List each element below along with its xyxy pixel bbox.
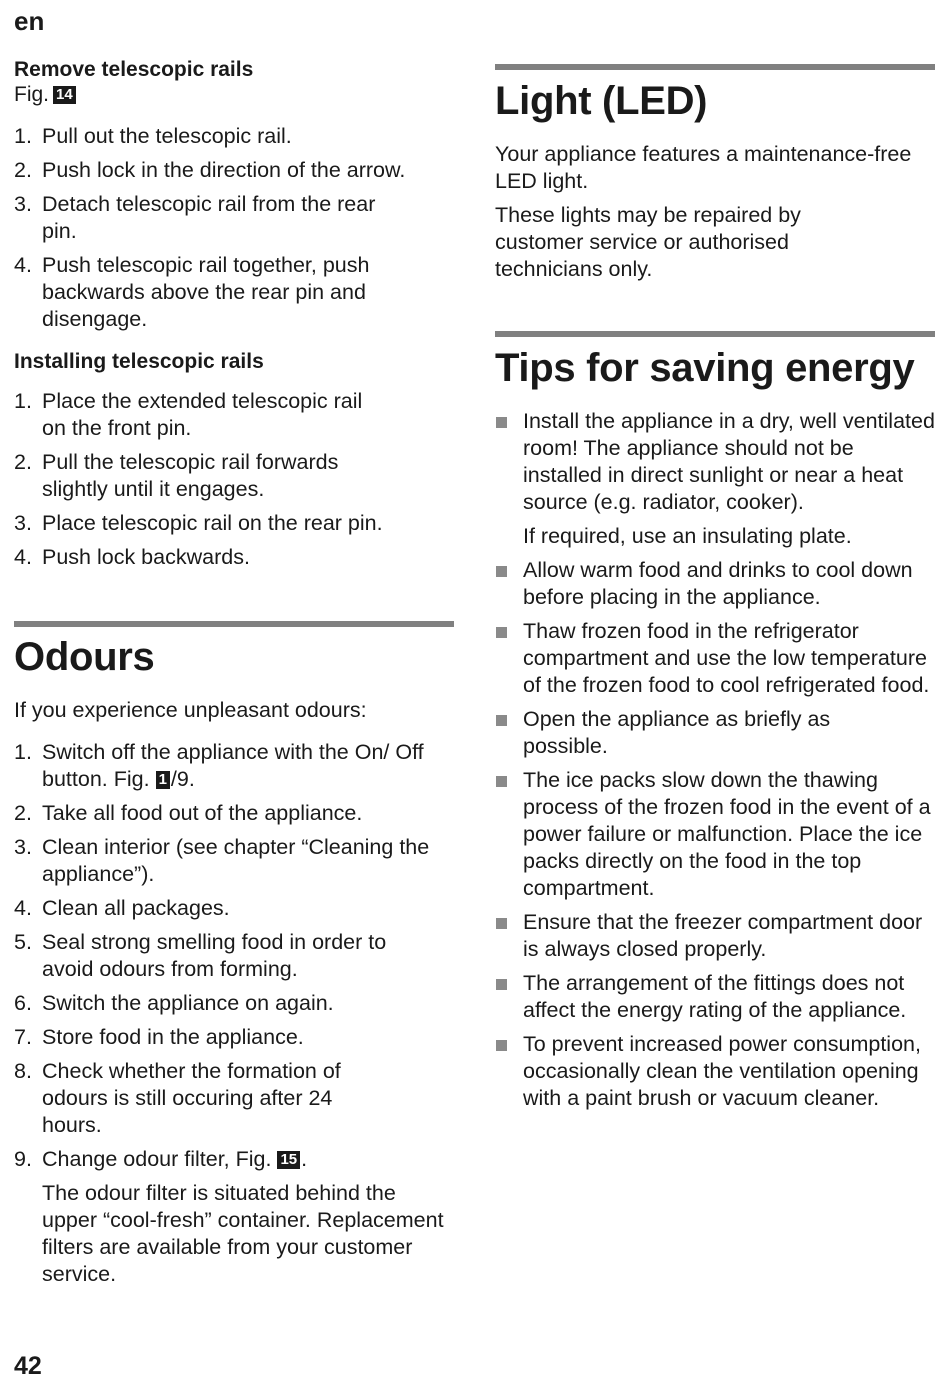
list-item	[14, 252, 454, 333]
list-item	[495, 618, 935, 699]
step-number: 2.	[14, 801, 32, 825]
section-divider	[14, 621, 454, 627]
list-item	[495, 970, 935, 1024]
tip-text: Allow warm food and drinks to cool down before placing in the appliance.	[523, 558, 913, 609]
step-text: Clean interior (see chapter “Cleaning the appliance”).	[42, 835, 430, 886]
odours-intro: If you experience unpleasant odours:	[14, 698, 367, 722]
step-text: Store food in the appliance.	[42, 1025, 304, 1049]
list-item	[495, 706, 935, 760]
list-item	[14, 800, 454, 827]
step-number: 4.	[14, 545, 32, 569]
step-number: 1.	[14, 124, 32, 148]
page-number: 42	[14, 1352, 42, 1380]
bullet-square-icon	[496, 417, 507, 428]
figure-number-badge: 14	[53, 86, 76, 104]
step-number: 4.	[14, 896, 32, 920]
list-item	[14, 1058, 454, 1139]
tip-text: The arrangement of the fittings does not affect the energy rating of the appliance.	[523, 971, 907, 1022]
remove-rails-steps	[14, 123, 454, 340]
list-item	[14, 388, 454, 442]
list-item	[14, 990, 454, 1017]
list-item	[495, 1031, 935, 1112]
step-number: 1.	[14, 389, 32, 413]
bullet-square-icon	[496, 979, 507, 990]
energy-tips-list	[495, 408, 935, 1119]
list-item	[14, 834, 454, 888]
step-number: 9.	[14, 1147, 32, 1171]
figure-number-badge: 15	[277, 1151, 300, 1169]
step-number: 1.	[14, 740, 32, 764]
step-text: Take all food out of the appliance.	[42, 801, 363, 825]
tip-note: If required, use an insulating plate.	[523, 524, 852, 548]
language-code: en	[14, 6, 45, 36]
step-number: 8.	[14, 1059, 32, 1083]
step-number: 6.	[14, 991, 32, 1015]
install-rails-steps	[14, 388, 454, 578]
step-text-suffix: .	[301, 1147, 308, 1171]
step-number: 2.	[14, 158, 32, 182]
step-text: Pull the telescopic rail forwards slightly until it engages.	[42, 450, 339, 501]
list-item	[14, 895, 454, 922]
list-item	[14, 1146, 454, 1288]
tip-text: Open the appliance as briefly as possible.	[523, 707, 831, 758]
odours-heading: Odours	[14, 635, 155, 679]
list-item	[495, 767, 935, 902]
step-text: Pull out the telescopic rail.	[42, 124, 292, 148]
list-item	[14, 929, 454, 983]
step-number: 5.	[14, 930, 32, 954]
step-text: Switch the appliance on again.	[42, 991, 334, 1015]
light-paragraph-1: Your appliance features a maintenance-free LED light.	[495, 142, 912, 193]
remove-rails-fig-ref	[14, 83, 76, 107]
tip-text: Ensure that the freezer compartment door is always closed properly.	[523, 910, 923, 961]
tip-text: Thaw frozen food in the refrigerator compartment and use the low temperature of the frozen food to cool refrigerated food.	[523, 619, 930, 697]
step-text: Seal strong smelling food in order to avoid odours from forming.	[42, 930, 387, 981]
step-text: Push lock in the direction of the arrow.	[42, 158, 406, 182]
bullet-square-icon	[496, 918, 507, 929]
step-number: 3.	[14, 192, 32, 216]
figure-number-badge: 1	[156, 771, 170, 789]
list-item	[14, 1024, 454, 1051]
odours-steps	[14, 739, 454, 1295]
bullet-square-icon	[496, 776, 507, 787]
step-number: 7.	[14, 1025, 32, 1049]
bullet-square-icon	[496, 715, 507, 726]
list-item	[14, 157, 454, 184]
list-item	[14, 739, 454, 793]
step-text: Check whether the formation of odours is still occuring after 24 hours.	[42, 1059, 341, 1137]
step-note: The odour filter is situated behind the upper “cool-fresh” container. Replacement filters are available from your customer service.	[42, 1181, 444, 1286]
fig-prefix: Fig.	[14, 83, 50, 106]
step-text-suffix: /9.	[170, 767, 195, 791]
list-item	[495, 557, 935, 611]
step-text: Clean all packages.	[42, 896, 230, 920]
step-number: 2.	[14, 450, 32, 474]
step-text: Change odour filter, Fig.	[42, 1147, 272, 1171]
list-item	[495, 408, 935, 550]
step-text: Push telescopic rail together, push backwards above the rear pin and disengage.	[42, 253, 370, 331]
light-paragraph-2: These lights may be repaired by customer service or authorised technicians only.	[495, 203, 801, 281]
tip-text: To prevent increased power consumption, occasionally clean the ventilation opening with a paint brush or vacuum cleaner.	[523, 1032, 921, 1110]
list-item	[14, 191, 454, 245]
section-divider	[495, 64, 935, 70]
step-text: Switch off the appliance with the On/ Off button. Fig.	[42, 740, 424, 791]
step-text: Detach telescopic rail from the rear pin.	[42, 192, 376, 243]
install-rails-heading: Installing telescopic rails	[14, 350, 264, 373]
list-item	[14, 510, 454, 537]
bullet-square-icon	[496, 1040, 507, 1051]
step-text: Place the extended telescopic rail on the front pin.	[42, 389, 363, 440]
step-text: Place telescopic rail on the rear pin.	[42, 511, 383, 535]
remove-rails-heading: Remove telescopic rails	[14, 58, 254, 81]
tip-text: Install the appliance in a dry, well ventilated room! The appliance should not be installed in direct sunlight or near a heat source (e.g. radiator, cooker).	[523, 409, 935, 514]
step-number: 3.	[14, 511, 32, 535]
list-item	[14, 123, 454, 150]
step-number: 4.	[14, 253, 32, 277]
light-heading: Light (LED)	[495, 79, 708, 123]
list-item	[14, 544, 454, 571]
step-number: 3.	[14, 835, 32, 859]
energy-heading: Tips for saving energy	[495, 346, 915, 390]
step-text: Push lock backwards.	[42, 545, 250, 569]
bullet-square-icon	[496, 566, 507, 577]
bullet-square-icon	[496, 627, 507, 638]
list-item	[14, 449, 454, 503]
list-item	[495, 909, 935, 963]
section-divider	[495, 331, 935, 337]
tip-text: The ice packs slow down the thawing process of the frozen food in the event of a power failure or malfunction. Place the ice packs directly on the food in the top compartment.	[523, 768, 931, 900]
